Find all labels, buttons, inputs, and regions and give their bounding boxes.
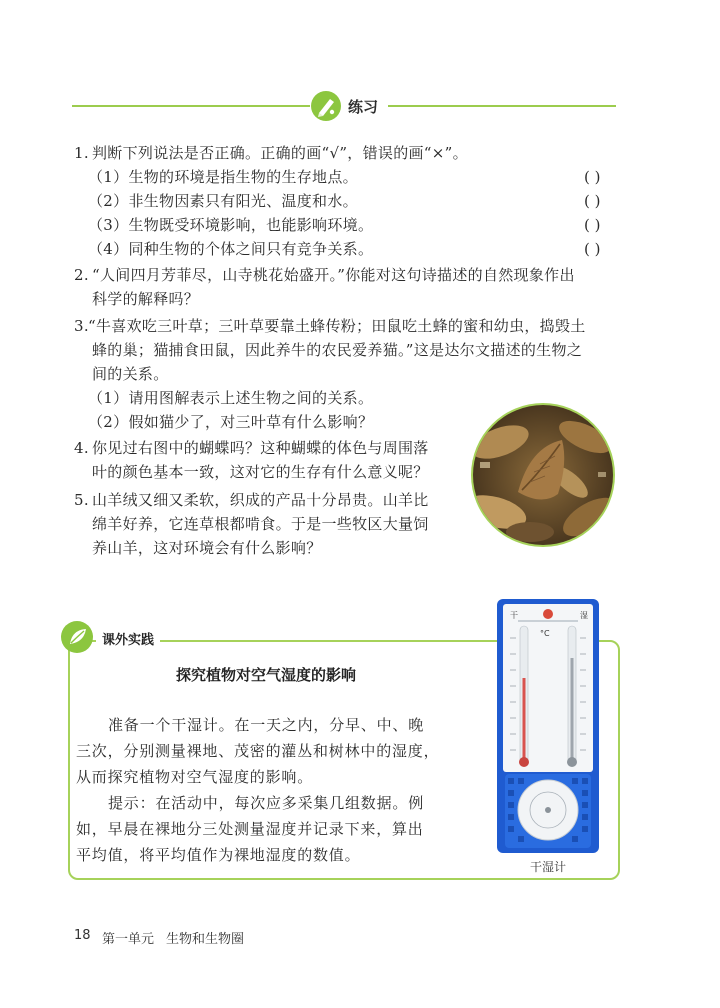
leaf-butterfly-photo bbox=[470, 402, 616, 548]
practice-para2-line-1: 提示：在活动中，每次应多采集几组数据。例 bbox=[108, 794, 425, 812]
page-number: 18 bbox=[74, 928, 91, 943]
practice-para2-line-3: 平均值，将平均值作为裸地湿度的数值。 bbox=[76, 846, 361, 864]
hygrometer-image bbox=[496, 598, 600, 854]
hygrometer-unit-label: °C bbox=[540, 629, 550, 638]
practice-para1-line-3: 从而探究植物对空气湿度的影响。 bbox=[76, 768, 314, 786]
q3-item-1: （1）请用图解表示上述生物之间的关系。 bbox=[88, 389, 374, 407]
header-rule-right bbox=[388, 105, 616, 107]
q1-item-4: （4）同种生物的个体之间只有竞争关系。 bbox=[88, 240, 374, 258]
practice-title: 探究植物对空气湿度的影响 bbox=[176, 666, 357, 684]
q2-line-2: 科学的解释吗？ bbox=[92, 290, 200, 308]
q1-number: 1. bbox=[74, 144, 89, 162]
q4-line-1: 你见过右图中的蝴蝶吗？这种蝴蝶的体色与周围落 bbox=[92, 439, 429, 457]
practice-para2-line-2: 如，早晨在裸地分三处测量湿度并记录下来，算出 bbox=[76, 820, 424, 838]
practice-leaf-icon bbox=[60, 620, 94, 654]
q1-answer-blank-2[interactable]: ( ) bbox=[584, 192, 601, 210]
q1-stem: 判断下列说法是否正确。正确的画“√”，错误的画“×”。 bbox=[92, 144, 468, 162]
hygrometer-dry-label: 干 bbox=[510, 611, 518, 620]
q5-line-3: 养山羊，这对环境会有什么影响？ bbox=[92, 539, 322, 557]
practice-para1-line-2: 三次，分别测量裸地、茂密的灌丛和树林中的湿度， bbox=[76, 742, 440, 760]
q3-number: 3. bbox=[74, 317, 89, 335]
q5-line-2: 绵羊好养，它连草根都啃食。于是一些牧区大量饲 bbox=[92, 515, 429, 533]
header-rule-left bbox=[72, 105, 310, 107]
practice-tab-label: 课外实践 bbox=[96, 629, 160, 648]
q3-item-2: （2）假如猫少了，对三叶草有什么影响？ bbox=[88, 413, 374, 431]
q4-line-2: 叶的颜色基本一致，这对它的生存有什么意义呢？ bbox=[92, 463, 429, 481]
q3-line-1: “牛喜欢吃三叶草；三叶草要靠土蜂传粉；田鼠吃土蜂的蜜和幼虫，捣毁土 bbox=[88, 317, 586, 335]
q2-number: 2. bbox=[74, 266, 89, 284]
q5-line-1: 山羊绒又细又柔软，织成的产品十分昂贵。山羊比 bbox=[92, 491, 429, 509]
q1-answer-blank-1[interactable]: ( ) bbox=[584, 168, 601, 186]
practice-pen-icon bbox=[310, 90, 342, 122]
section-title: 练习 bbox=[348, 98, 379, 116]
unit-title: 生物和生物圈 bbox=[166, 932, 245, 947]
q2-line-1: “人间四月芳菲尽，山寺桃花始盛开。”你能对这句诗描述的自然现象作出 bbox=[92, 266, 575, 284]
q3-line-3: 间的关系。 bbox=[92, 365, 169, 383]
practice-para1-line-1: 准备一个干湿计。在一天之内，分早、中、晚 bbox=[108, 716, 425, 734]
q1-item-1: （1）生物的环境是指生物的生存地点。 bbox=[88, 168, 358, 186]
unit-label: 第一单元 bbox=[102, 932, 155, 947]
q1-answer-blank-3[interactable]: ( ) bbox=[584, 216, 601, 234]
q5-number: 5. bbox=[74, 491, 89, 509]
q1-item-2: （2）非生物因素只有阳光、温度和水。 bbox=[88, 192, 358, 210]
hygrometer-caption: 干湿计 bbox=[530, 860, 567, 874]
q1-item-3: （3）生物既受环境影响，也能影响环境。 bbox=[88, 216, 374, 234]
hygrometer-wet-label: 湿 bbox=[580, 611, 588, 620]
q1-answer-blank-4[interactable]: ( ) bbox=[584, 240, 601, 258]
q3-line-2: 蜂的巢；猫捕食田鼠，因此养牛的农民爱养猫。”这是达尔文描述的生物之 bbox=[92, 341, 583, 359]
q4-number: 4. bbox=[74, 439, 89, 457]
